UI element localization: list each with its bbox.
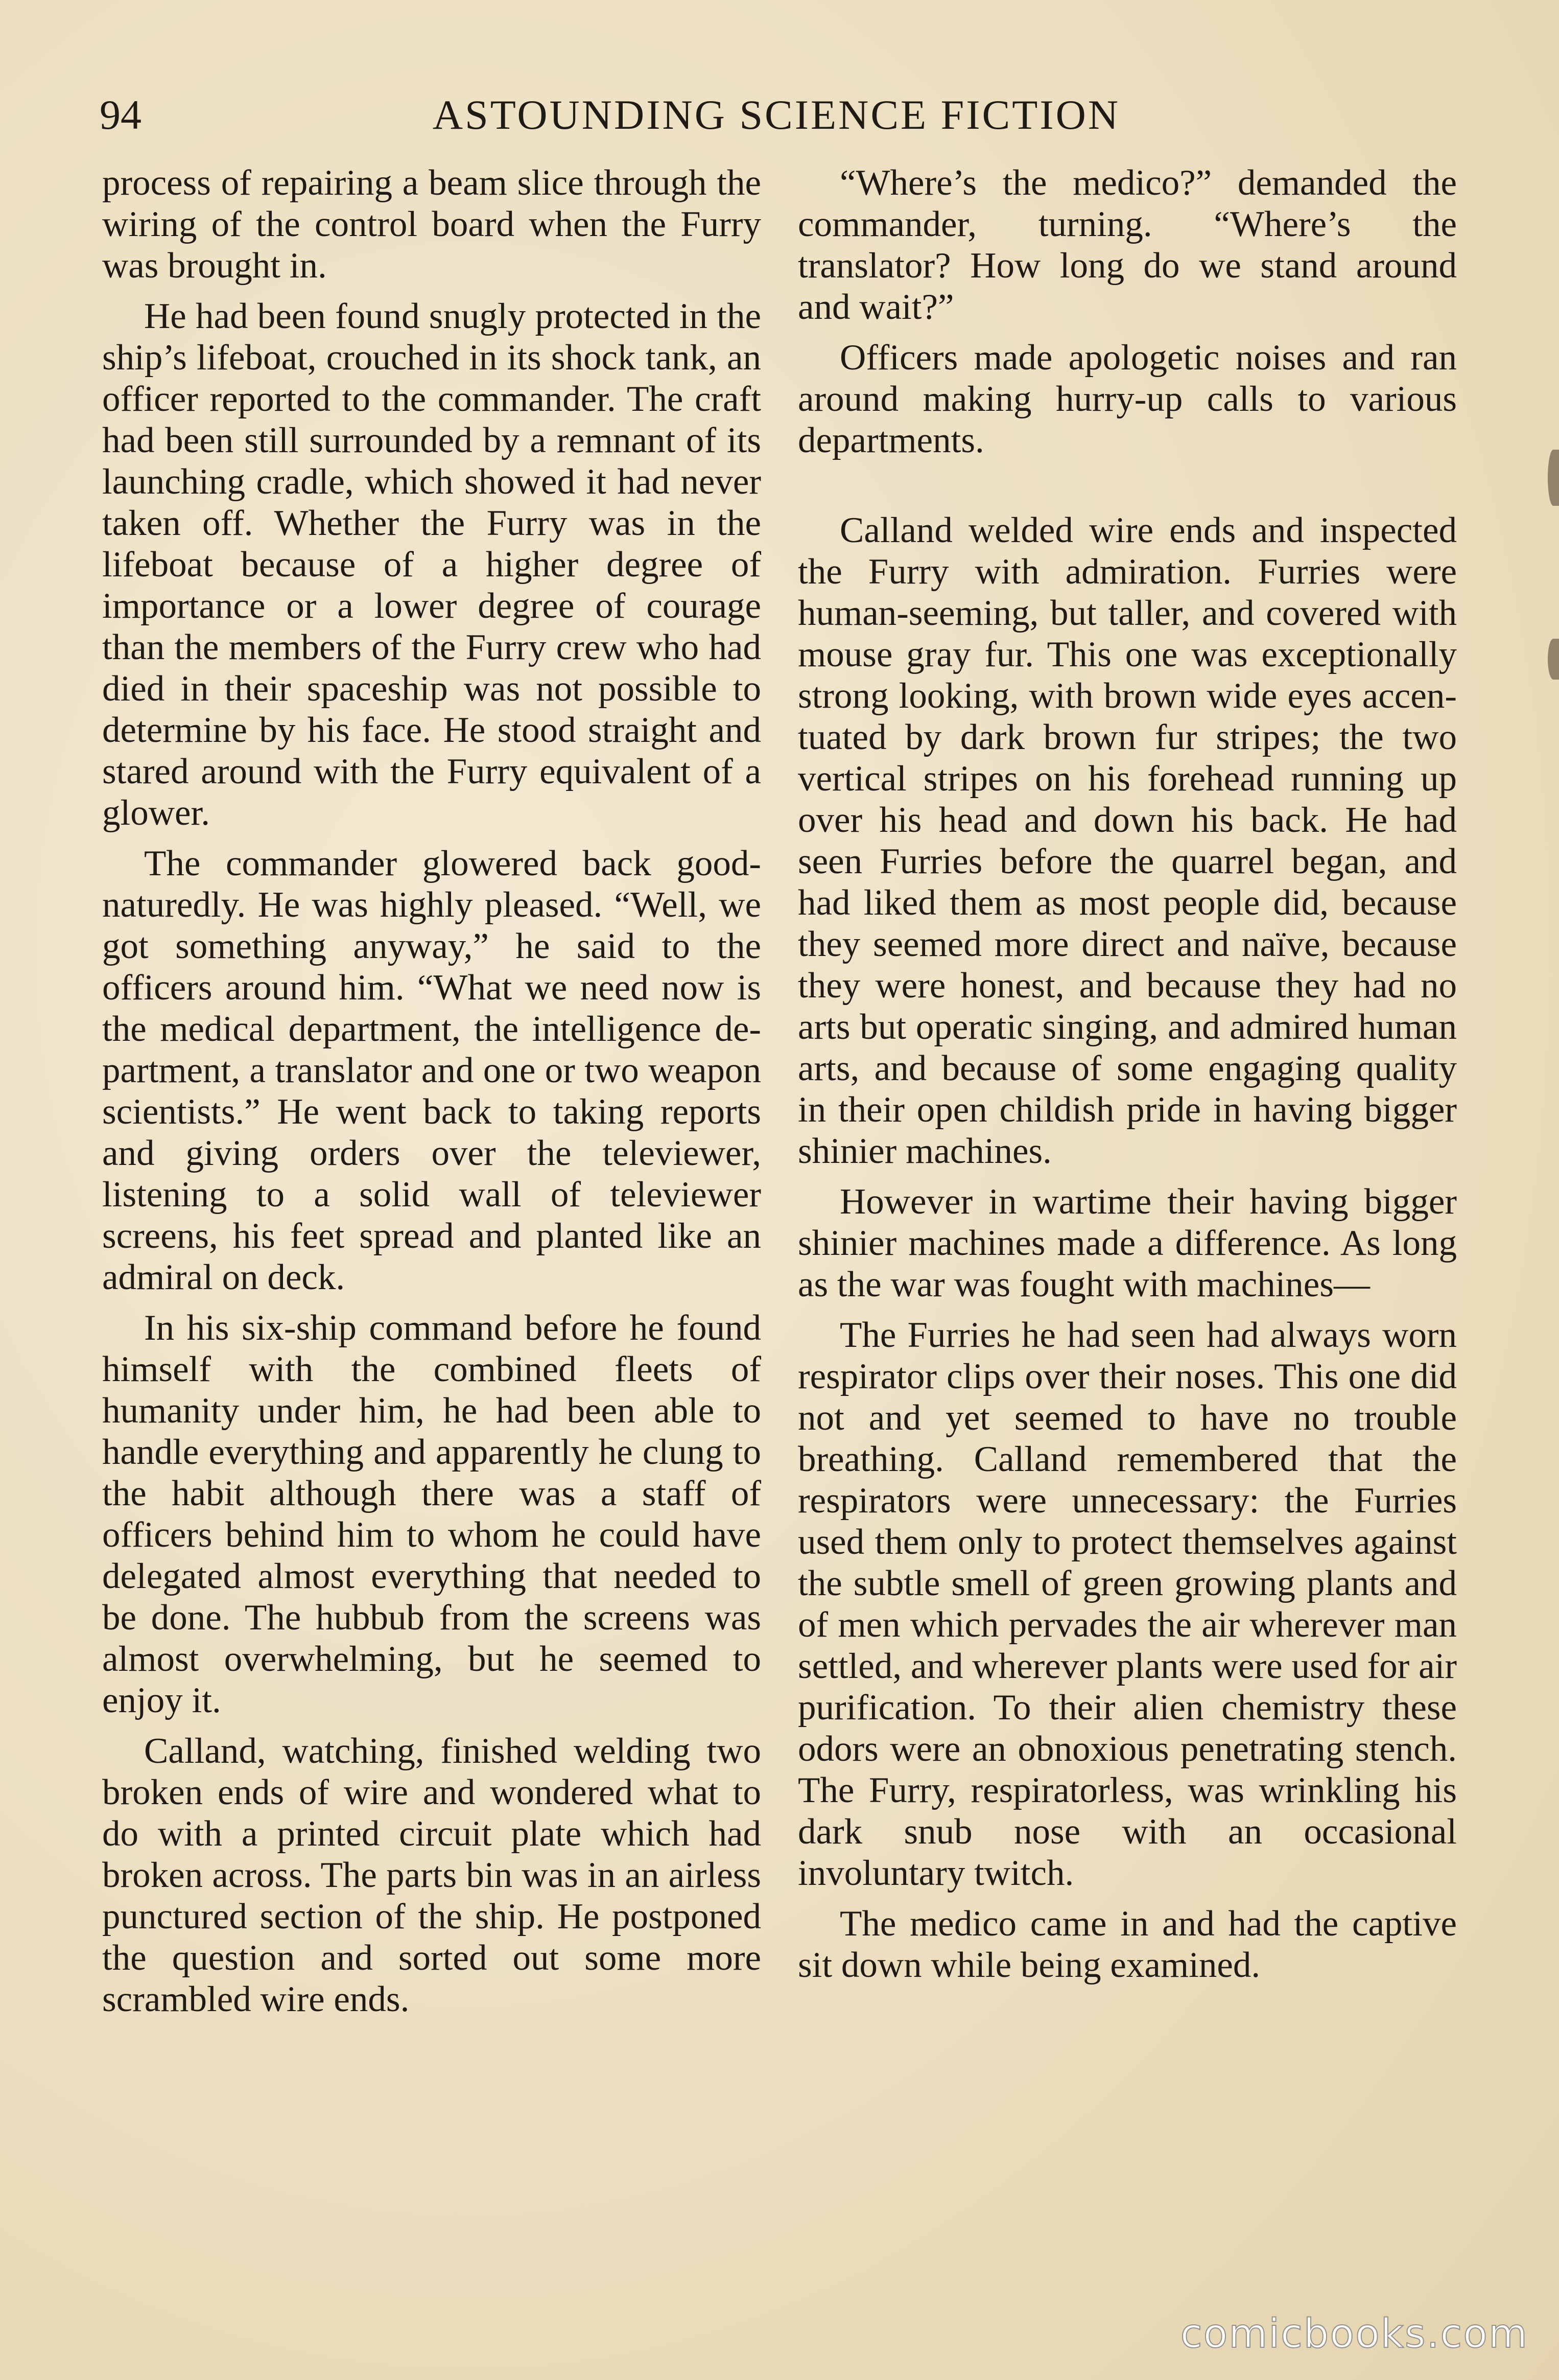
page-edge-blemish [1548, 450, 1559, 506]
page-edge-blemish [1548, 639, 1559, 680]
paragraph: However in wartime their having bigger shinier machines made a difference. As long as the war was fought with machines— [798, 1182, 1457, 1304]
paragraph: The Furries he had seen had always worn respirator clips over their noses. This one did not and yet seemed to have no trouble breathing. Calland remembered that the respirators were unnecessary: the Furries used them only to protect themselves against the subtle smell of green growing plants and of men which pervades the air wherever man settled, and wherever plants were used for air purification. To their alien chemistry these odors were an obnoxious penetrating stench. The Furry, respiratorless, was wrinkling his dark snub nose with an occasional involuntary twitch. [798, 1315, 1457, 1893]
paragraph: “Where’s the medico?” demanded the commander, turning. “Where’s the translator? How long do we stand around and wait?” [798, 163, 1457, 327]
magazine-title: ASTOUNDING SCIENCE FICTION [432, 91, 1121, 138]
watermark: comicbooks.com [1180, 2311, 1528, 2357]
paragraph: process of repairing a beam slice through the wiring of the control board when the Furry was brought in. [102, 163, 761, 286]
paragraph: Calland welded wire ends and inspected the Furry with admiration. Furries were human-seeming, but taller, and covered with mouse gray fur. This one was exceptionally strong looking, with brown wide eyes accentuated by dark brown fur stripes; the two vertical stripes on his forehead running up over his head and down his back. He had seen Furries before the quarrel began, and had liked them as most people did, because they seemed more direct and naïve, because they were honest, and because they had no arts but operatic singing, and admired human arts, and because of some engaging quality in their open childish pride in having bigger shinier machines. [798, 510, 1457, 1171]
left-column [102, 162, 761, 2029]
paragraph: Calland, watching, finished welding two broken ends of wire and wondered what to do with a printed circuit plate which had broken across. The parts bin was in an airless punctured section of the ship. He postponed the question and sorted out some more scrambled wire ends. [102, 1731, 761, 2019]
right-column [798, 162, 1457, 1995]
page-number: 94 [100, 91, 141, 138]
paragraph: The medico came in and had the captive sit down while being examined. [798, 1904, 1457, 1985]
paragraph: In his six-ship command before he found himself with the combined fleets of humanity under him, he had been able to handle everything and apparently he clung to the habit although there was a staff of officers behind him to whom he could have delegated almost everything that needed to be done. The hubbub from the screens was almost overwhelming, but he seemed to enjoy it. [102, 1308, 761, 1720]
paragraph: He had been found snugly protected in the ship’s lifeboat, crouched in its shock tank, an officer reported to the commander. The craft had been still surrounded by a remnant of its launching cradle, which showed it had never taken off. Whether the Furry was in the lifeboat because of a higher degree of importance or a lower degree of courage than the members of the Furry crew who had died in their spaceship was not possible to determine by his face. He stood straight and stared around with the Furry equivalent of a glower. [102, 296, 761, 833]
paragraph: Officers made apologetic noises and ran around making hurry-up calls to various departments. [798, 338, 1457, 460]
running-head [100, 87, 1453, 143]
paragraph: The commander glowered back good-naturedly. He was highly pleased. “Well, we got something anyway,” he said to the officers around him. “What we need now is the medical department, the intelligence department, a translator and one or two weapon scientists.” He went back to taking reports and giving orders over the televiewer, listening to a solid wall of televiewer screens, his feet spread and planted like an admiral on deck. [102, 844, 761, 1297]
